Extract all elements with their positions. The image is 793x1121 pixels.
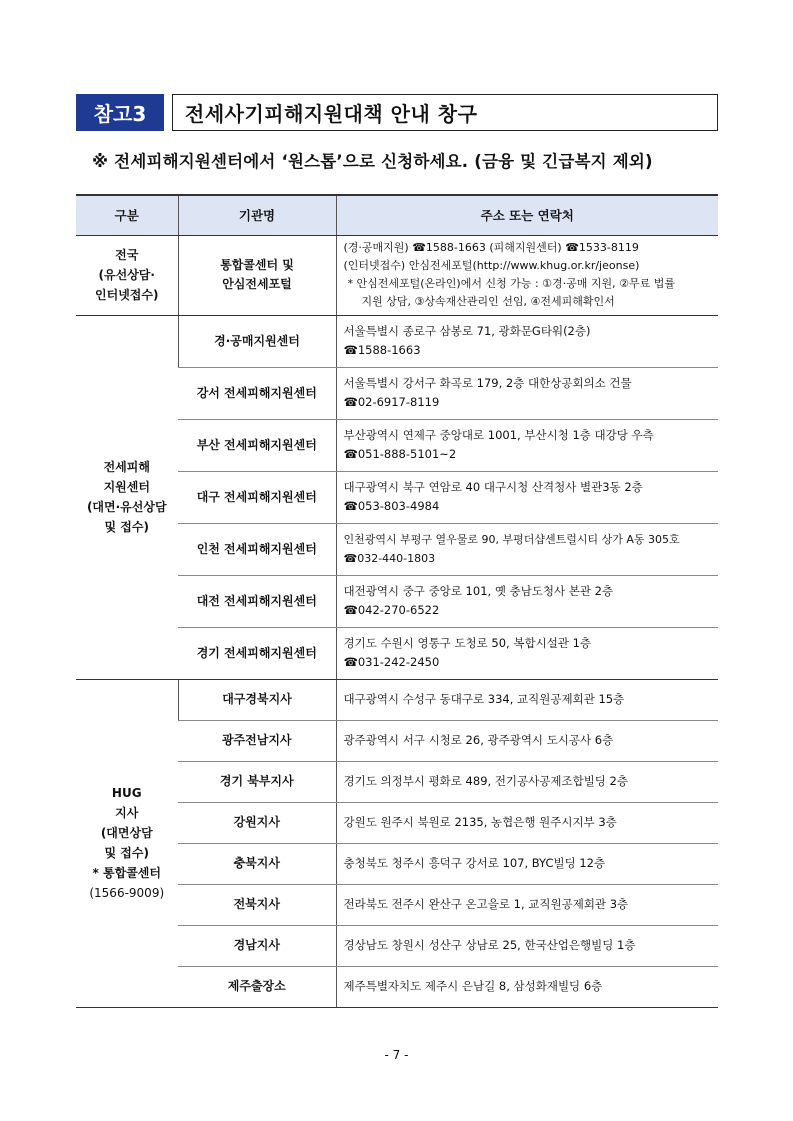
address-cell: 경기도 의정부시 평화로 489, 전기공사공제조합빌딩 2층 xyxy=(336,761,718,802)
contact-table xyxy=(76,194,718,1008)
header-category: 구분 xyxy=(76,195,178,235)
address-cell: 경상남도 창원시 성산구 상남로 25, 한국산업은행빌딩 1층 xyxy=(336,925,718,966)
table-row xyxy=(76,235,718,315)
org-name: 대전 전세피해지원센터 xyxy=(178,575,336,627)
category-national: 전국 (유선상담· 인터넷접수) xyxy=(76,235,178,315)
org-name: 강서 전세피해지원센터 xyxy=(178,367,336,419)
org-call-center: 통합콜센터 및 안심전세포털 xyxy=(178,235,336,315)
address-cell: 서울특별시 종로구 삼봉로 71, 광화문G타워(2층) ☎1588-1663 xyxy=(336,315,718,367)
org-name: 대구 전세피해지원센터 xyxy=(178,471,336,523)
address-cell: 강원도 원주시 북원로 2135, 농협은행 원주시지부 3층 xyxy=(336,802,718,843)
address-national: (경·공매지원) ☎1588-1663 (피해지원센터) ☎1533-8119 (인터넷접수) 안심전세포털(http://www.khug.or.kr/jeonse) * 안심전세포털(온라인)에서 신청 가능 : ①경·공매 지원, ②무료 법률 지원 상담, ③상속재산관리인 선임, ④전세피해확인서 xyxy=(336,235,718,315)
notice-text: ※ 전세피해지원센터에서 ‘원스톱’으로 신청하세요. (금융 및 긴급복지 제외) xyxy=(92,152,653,171)
org-name: 경·공매지원센터 xyxy=(178,315,336,367)
address-cell: 제주특별자치도 제주시 은남길 8, 삼성화재빌딩 6층 xyxy=(336,966,718,1007)
table-row xyxy=(76,315,718,367)
page-title: 전세사기피해지원대책 안내 창구 xyxy=(172,94,718,131)
page-number: - 7 - xyxy=(384,1048,409,1062)
address-cell: 대구광역시 북구 연암로 40 대구시청 산격청사 별관3동 2층 ☎053-803-4984 xyxy=(336,471,718,523)
address-cell: 전라북도 전주시 완산구 온고을로 1, 교직원공제회관 3층 xyxy=(336,884,718,925)
address-cell: 인천광역시 부평구 열우물로 90, 부평더샵센트럴시티 상가 A동 305호 ☎032-440-1803 xyxy=(336,523,718,575)
category-centers: 전세피해 지원센터 (대면·유선상담 및 접수) xyxy=(76,315,178,679)
header-organization: 기관명 xyxy=(178,195,336,235)
org-name: 제주출장소 xyxy=(178,966,336,1007)
org-name: 경남지사 xyxy=(178,925,336,966)
org-name: 전북지사 xyxy=(178,884,336,925)
page-header xyxy=(76,94,718,131)
address-cell: 광주광역시 서구 시청로 26, 광주광역시 도시공사 6층 xyxy=(336,720,718,761)
category-hug: HUG 지사 (대면상담 및 접수) * 통합콜센터 (1566-9009) xyxy=(76,679,178,1007)
table-row xyxy=(76,679,718,720)
org-name: 경기 북부지사 xyxy=(178,761,336,802)
address-cell: 충청북도 청주시 흥덕구 강서로 107, BYC빌딩 12층 xyxy=(336,843,718,884)
address-cell: 서울특별시 강서구 화곡로 179, 2층 대한상공회의소 건물 ☎02-6917-8119 xyxy=(336,367,718,419)
address-cell: 부산광역시 연제구 중앙대로 1001, 부산시청 1층 대강당 우측 ☎051-888-5101~2 xyxy=(336,419,718,471)
org-name: 광주전남지사 xyxy=(178,720,336,761)
org-name: 인천 전세피해지원센터 xyxy=(178,523,336,575)
address-cell: 경기도 수원시 영통구 도청로 50, 복합시설관 1층 ☎031-242-2450 xyxy=(336,627,718,679)
org-name: 경기 전세피해지원센터 xyxy=(178,627,336,679)
org-name: 부산 전세피해지원센터 xyxy=(178,419,336,471)
address-cell: 대구광역시 수성구 동대구로 334, 교직원공제회관 15층 xyxy=(336,679,718,720)
header-address: 주소 또는 연락처 xyxy=(336,195,718,235)
org-name: 충북지사 xyxy=(178,843,336,884)
org-name: 대구경북지사 xyxy=(178,679,336,720)
address-cell: 대전광역시 중구 중앙로 101, 옛 충남도청사 본관 2층 ☎042-270-6522 xyxy=(336,575,718,627)
table-header-row xyxy=(76,195,718,235)
org-name: 강원지사 xyxy=(178,802,336,843)
reference-badge: 참고3 xyxy=(76,94,164,131)
